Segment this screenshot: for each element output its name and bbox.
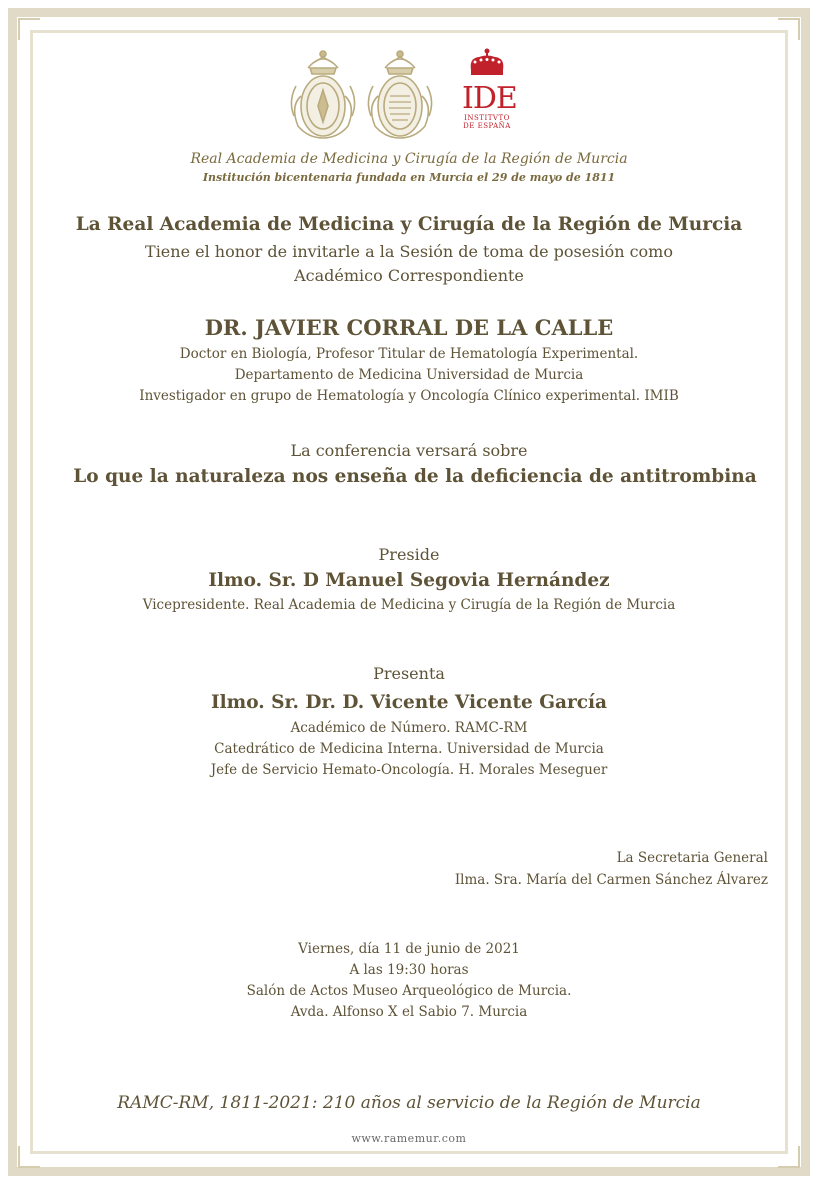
intro-title: La Real Academia de Medicina y Cirugía de la Región de Murcia <box>75 214 743 235</box>
academy-seal-icon <box>288 46 358 142</box>
website-link[interactable]: www.ramemur.com <box>351 1132 467 1145</box>
presenta-role-2: Catedrático de Medicina Interna. Universidad de Murcia <box>214 741 604 757</box>
event-venue: Salón de Actos Museo Arqueológico de Murcia. <box>246 983 572 999</box>
ide-line-2: DE ESPAÑA <box>463 122 511 130</box>
header-logos <box>288 46 528 146</box>
frame-corner-ornament <box>18 18 40 40</box>
candidate-line-1: Doctor en Biología, Profesor Titular de Hematología Experimental. <box>179 346 639 362</box>
candidate-line-2: Departamento de Medicina Universidad de Murcia <box>234 367 584 383</box>
frame-corner-ornament <box>18 1146 40 1168</box>
academy-name: Real Academia de Medicina y Cirugía de la Región de Murcia <box>190 151 628 167</box>
founding-note: Institución bicentenaria fundada en Murcia el 29 de mayo de 1811 <box>202 171 616 184</box>
preside-name: Ilmo. Sr. D Manuel Segovia Hernández <box>208 570 610 591</box>
event-address: Avda. Alfonso X el Sabio 7. Murcia <box>290 1004 528 1020</box>
intro-line-2: Académico Correspondiente <box>294 266 524 285</box>
preside-role: Vicepresidente. Real Academia de Medicina y Cirugía de la Región de Murcia <box>142 597 676 613</box>
intro-line-1: Tiene el honor de invitarle a la Sesión de toma de posesión como <box>145 242 673 261</box>
academy-seal-icon <box>364 46 436 142</box>
secretary-title: La Secretaria General <box>616 850 768 866</box>
presenta-role-3: Jefe de Servicio Hemato-Oncología. H. Morales Meseguer <box>210 762 608 778</box>
lecture-lead: La conferencia versará sobre <box>290 441 528 460</box>
event-time: A las 19:30 horas <box>349 962 469 978</box>
secretary-name: Ilma. Sra. María del Carmen Sánchez Álvarez <box>454 872 768 888</box>
lecture-title: Lo que la naturaleza nos enseña de la deficiencia de antitrombina <box>73 466 757 487</box>
crown-icon <box>467 48 507 78</box>
preside-label: Preside <box>378 545 440 564</box>
frame-corner-ornament <box>778 1146 800 1168</box>
presenta-label: Presenta <box>373 664 445 683</box>
ide-letters: IDE <box>462 81 517 116</box>
event-date: Viernes, día 11 de junio de 2021 <box>298 941 520 957</box>
candidate-line-3: Investigador en grupo de Hematología y Oncología Clínico experimental. IMIB <box>139 388 679 404</box>
ide-line-1: INSTITVTO <box>464 114 510 122</box>
instituto-de-espana-logo <box>462 48 517 130</box>
candidate-name: DR. JAVIER CORRAL DE LA CALLE <box>204 315 614 340</box>
frame-corner-ornament <box>778 18 800 40</box>
footer-motto: RAMC-RM, 1811-2021: 210 años al servicio de la Región de Murcia <box>117 1093 701 1113</box>
presenta-name: Ilmo. Sr. Dr. D. Vicente Vicente García <box>210 692 608 713</box>
presenta-role-1: Académico de Número. RAMC-RM <box>290 720 528 736</box>
